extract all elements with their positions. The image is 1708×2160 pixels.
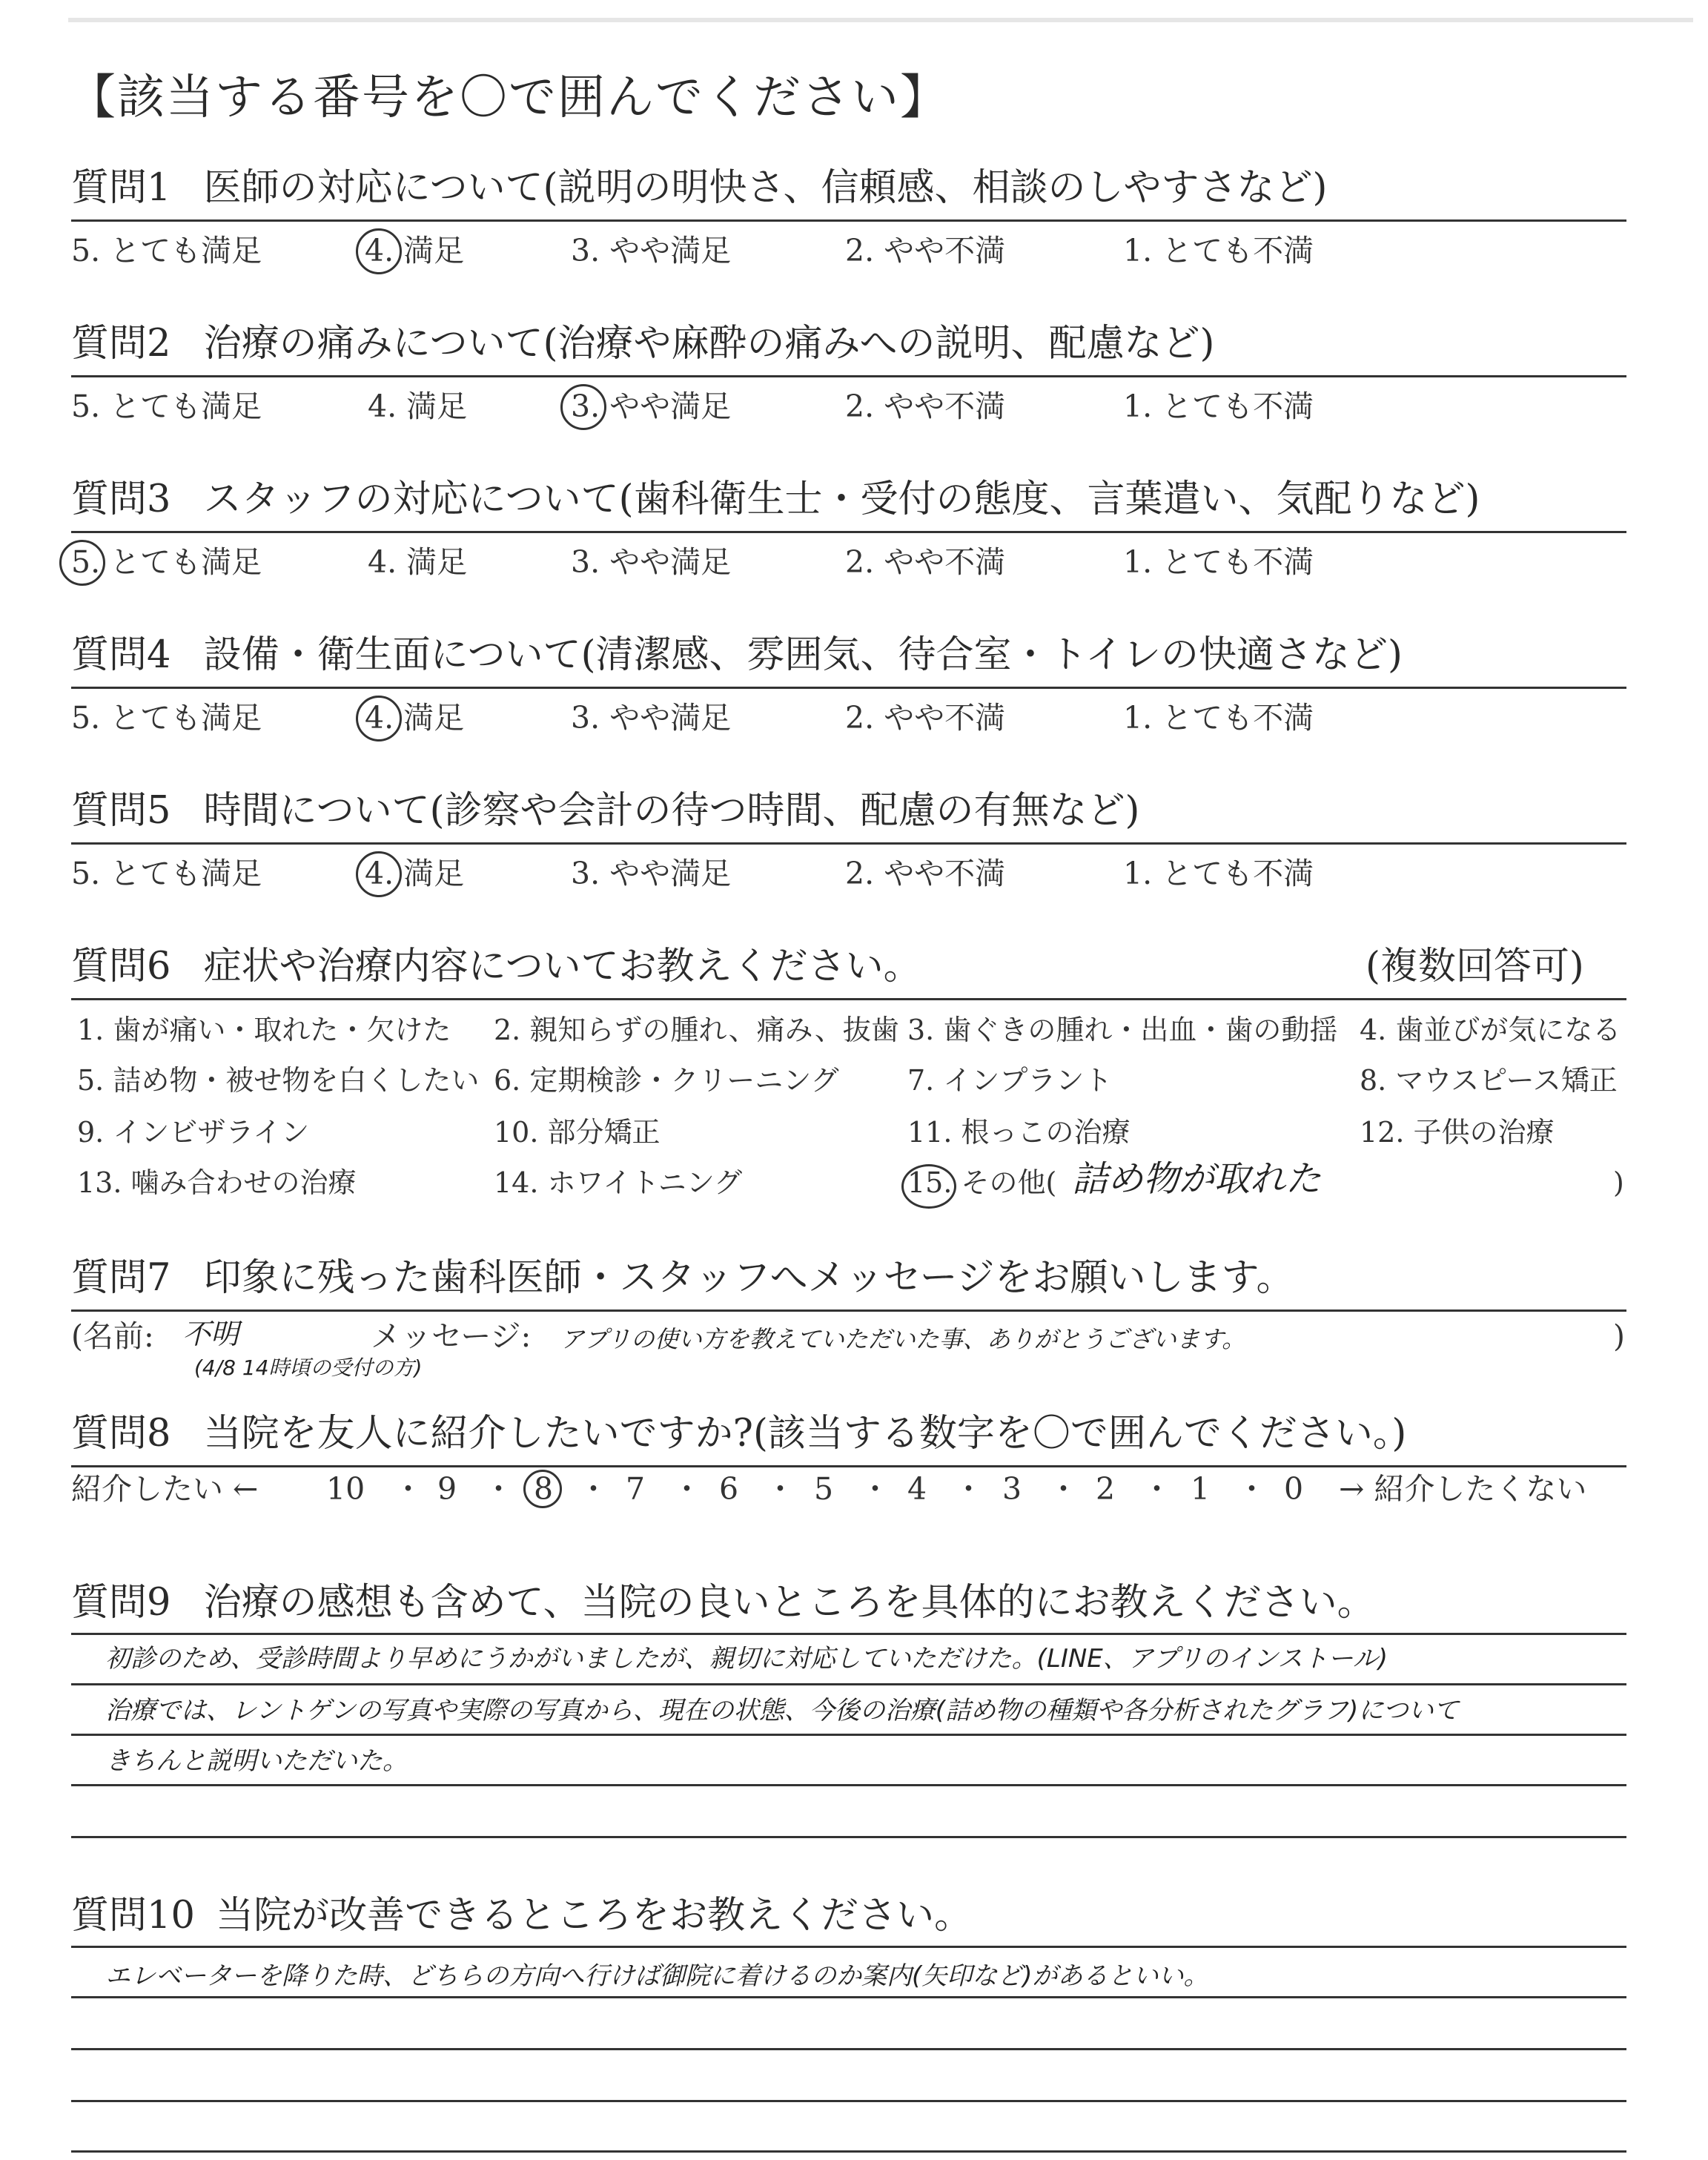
q5-option-1[interactable]: 1. とても不満 (1123, 856, 1314, 891)
question-10-text: 当院が改善できるところをお教えください。 (216, 1894, 973, 1938)
q5-option-2[interactable]: 2. やや不満 (845, 856, 1006, 891)
question-5-rule (71, 842, 1626, 845)
q8-separator-dot: ・ (953, 1471, 984, 1507)
page-top-border (68, 18, 1693, 22)
q8-option-4[interactable]: 4 (907, 1471, 927, 1507)
q3-option-5[interactable]: 5. とても満足 (71, 544, 262, 580)
question-7-text: 印象に残った歯科医師・スタッフへメッセージをお願いします。 (203, 1256, 1294, 1300)
q6-answer-circle (901, 1164, 956, 1209)
q6-option-7[interactable]: 7. インプラント (907, 1064, 1113, 1097)
page-title: 【該当する番号を〇で囲んでください】 (68, 70, 949, 125)
question-3-rule (71, 531, 1626, 533)
q8-right-label: → 紹介したくない (1339, 1471, 1587, 1507)
q3-answer-circle (59, 540, 105, 586)
question-5 (71, 787, 1139, 835)
question-10-label: 質問10 (71, 1894, 195, 1938)
question-9-label: 質問9 (71, 1581, 171, 1625)
q8-option-10[interactable]: 10 (326, 1471, 365, 1507)
q7-message-value[interactable]: アプリの使い方を教えていただいた事、ありがとうございます。 (560, 1325, 1246, 1353)
question-2 (71, 320, 1214, 368)
question-8-rule (71, 1465, 1626, 1467)
question-6-rule (71, 998, 1626, 1000)
q8-separator-dot: ・ (1048, 1471, 1079, 1507)
question-4-rule (71, 687, 1626, 689)
question-8-label: 質問8 (71, 1412, 171, 1456)
question-6 (71, 943, 921, 991)
q8-separator-dot: ・ (393, 1471, 423, 1507)
question-1-label: 質問1 (71, 166, 171, 210)
question-10 (71, 1892, 972, 1940)
question-6-label: 質問6 (71, 945, 171, 988)
q9-writing-line (71, 1734, 1626, 1736)
q9-answer-line-2[interactable]: 治療では、レントゲンの写真や実際の写真から、現在の状態、今後の治療(詰め物の種類や各分析されたグラフ)について (105, 1696, 1459, 1725)
q8-answer-circle (523, 1470, 562, 1508)
q2-option-2[interactable]: 2. やや不満 (845, 389, 1006, 424)
question-2-rule (71, 375, 1626, 377)
q6-option-10[interactable]: 10. 部分矯正 (494, 1116, 661, 1149)
q5-option-4[interactable]: 4. 満足 (365, 856, 465, 891)
question-2-text: 治療の痛みについて(治療や麻酔の痛みへの説明、配慮など) (203, 322, 1215, 366)
q3-option-2[interactable]: 2. やや不満 (845, 544, 1006, 580)
question-4-label: 質問4 (71, 633, 171, 677)
q7-close-paren: ) (1613, 1318, 1625, 1354)
q4-option-3[interactable]: 3. やや満足 (571, 700, 732, 736)
q8-option-1[interactable]: 1 (1191, 1471, 1211, 1507)
question-9 (71, 1579, 1375, 1627)
q6-option-8[interactable]: 8. マウスピース矯正 (1360, 1064, 1618, 1097)
q6-option-3[interactable]: 3. 歯ぐきの腫れ・出血・歯の動揺 (907, 1014, 1338, 1046)
q3-option-1[interactable]: 1. とても不満 (1123, 544, 1314, 580)
question-6-note: (複数回答可) (1366, 945, 1584, 988)
question-9-rule (71, 1633, 1626, 1635)
q8-separator-dot: ・ (860, 1471, 890, 1507)
q9-answer-line-3[interactable]: きちんと説明いただいた。 (105, 1746, 408, 1776)
question-3 (71, 476, 1480, 524)
q1-option-3[interactable]: 3. やや満足 (571, 233, 732, 268)
q8-option-9[interactable]: 9 (437, 1471, 457, 1507)
q5-option-3[interactable]: 3. やや満足 (571, 856, 732, 891)
question-5-text: 時間について(診察や会計の待つ時間、配慮の有無など) (203, 789, 1140, 833)
q2-option-5[interactable]: 5. とても満足 (71, 389, 262, 424)
q1-option-5[interactable]: 5. とても満足 (71, 233, 262, 268)
q1-option-4[interactable]: 4. 満足 (365, 233, 465, 268)
q6-option-14[interactable]: 14. ホワイトニング (494, 1166, 743, 1199)
q5-option-5[interactable]: 5. とても満足 (71, 856, 262, 891)
q10-writing-line (71, 2100, 1626, 2102)
q2-answer-circle (560, 384, 606, 430)
q9-writing-line (71, 1683, 1626, 1685)
question-1-rule (71, 219, 1626, 222)
q6-option-12[interactable]: 12. 子供の治療 (1360, 1116, 1555, 1149)
q4-option-5[interactable]: 5. とても満足 (71, 700, 262, 736)
q6-option-13[interactable]: 13. 噛み合わせの治療 (77, 1166, 357, 1199)
q4-answer-circle (356, 696, 402, 742)
q8-separator-dot: ・ (1237, 1471, 1267, 1507)
q8-option-2[interactable]: 2 (1096, 1471, 1116, 1507)
q6-other-answer[interactable]: 詰め物が取れた (1072, 1158, 1322, 1200)
q9-writing-line (71, 1784, 1626, 1786)
q7-message-label: メッセージ: (371, 1318, 532, 1354)
question-4-text: 設備・衛生面について(清潔感、雰囲気、待合室・トイレの快適さなど) (203, 633, 1403, 677)
q6-option-2[interactable]: 2. 親知らずの腫れ、痛み、抜歯 (494, 1014, 899, 1046)
q1-option-1[interactable]: 1. とても不満 (1123, 233, 1314, 268)
q7-name-note: (4/8 14時頃の受付の方) (194, 1355, 423, 1380)
q6-option-1[interactable]: 1. 歯が痛い・取れた・欠けた (77, 1014, 451, 1046)
q4-option-4[interactable]: 4. 満足 (365, 700, 465, 736)
q8-option-8[interactable]: 8 (534, 1471, 554, 1507)
q4-option-2[interactable]: 2. やや不満 (845, 700, 1006, 736)
question-10-rule (71, 1946, 1626, 1948)
question-9-text: 治療の感想も含めて、当院の良いところを具体的にお教えください。 (203, 1581, 1375, 1625)
q6-other-close-paren: ) (1613, 1166, 1624, 1199)
q6-option-6[interactable]: 6. 定期検診・クリーニング (494, 1064, 839, 1097)
question-6-text: 症状や治療内容についてお教えください。 (203, 945, 921, 988)
question-3-label: 質問3 (71, 478, 171, 521)
q10-writing-line (71, 2150, 1626, 2153)
q10-writing-line (71, 1996, 1626, 1998)
q8-option-7[interactable]: 7 (626, 1471, 646, 1507)
q8-option-3[interactable]: 3 (1002, 1471, 1022, 1507)
q6-option-9[interactable]: 9. インビザライン (77, 1116, 310, 1149)
q7-name-value[interactable]: 不明 (182, 1318, 239, 1350)
q9-writing-line (71, 1836, 1626, 1838)
question-4 (71, 632, 1403, 679)
q2-option-4[interactable]: 4. 満足 (368, 389, 468, 424)
q3-option-4[interactable]: 4. 満足 (368, 544, 468, 580)
q8-separator-dot: ・ (672, 1471, 702, 1507)
q10-writing-line (71, 2048, 1626, 2050)
q1-answer-circle (356, 228, 402, 274)
question-1-text: 医師の対応について(説明の明快さ、信頼感、相談のしやすさなど) (203, 166, 1328, 210)
q8-separator-dot: ・ (578, 1471, 609, 1507)
q8-option-0[interactable]: 0 (1284, 1471, 1304, 1507)
q6-option-15[interactable]: 15. その他( (907, 1166, 1057, 1199)
question-8 (71, 1410, 1406, 1458)
q9-answer-line-1[interactable]: 初診のため、受診時間より早めにうかがいましたが、親切に対応していただけた。(LINE、アプリのインストール) (105, 1644, 1388, 1674)
q4-option-1[interactable]: 1. とても不満 (1123, 700, 1314, 736)
question-3-text: スタッフの対応について(歯科衛生士・受付の態度、言葉遣い、気配りなど) (203, 478, 1480, 521)
q3-option-3[interactable]: 3. やや満足 (571, 544, 732, 580)
question-5-label: 質問5 (71, 789, 171, 833)
q2-option-3[interactable]: 3. やや満足 (571, 389, 732, 424)
q8-separator-dot: ・ (1142, 1471, 1172, 1507)
q8-separator-dot: ・ (765, 1471, 795, 1507)
question-1 (71, 165, 1327, 212)
q6-option-4[interactable]: 4. 歯並びが気になる (1360, 1014, 1621, 1046)
q8-option-5[interactable]: 5 (814, 1471, 834, 1507)
q1-option-2[interactable]: 2. やや不満 (845, 233, 1006, 268)
question-7-rule (71, 1309, 1626, 1312)
q6-option-5[interactable]: 5. 詰め物・被せ物を白くしたい (77, 1064, 480, 1097)
question-2-label: 質問2 (71, 322, 171, 366)
q5-answer-circle (356, 851, 402, 897)
question-7 (71, 1255, 1294, 1302)
q7-name-label: (名前: (71, 1318, 154, 1354)
question-8-text: 当院を友人に紹介したいですか?(該当する数字を〇で囲んでください。) (203, 1412, 1407, 1456)
q8-separator-dot: ・ (483, 1471, 514, 1507)
q6-option-11[interactable]: 11. 根っこの治療 (907, 1116, 1131, 1149)
q10-answer-line-1[interactable]: エレベーターを降りた時、どちらの方向へ行けば御院に着けるのか案内(矢印など)があるといい。 (105, 1961, 1209, 1991)
q8-option-6[interactable]: 6 (719, 1471, 739, 1507)
question-7-label: 質問7 (71, 1256, 171, 1300)
q2-option-1[interactable]: 1. とても不満 (1123, 389, 1314, 424)
q8-left-label: 紹介したい ← (71, 1471, 259, 1507)
